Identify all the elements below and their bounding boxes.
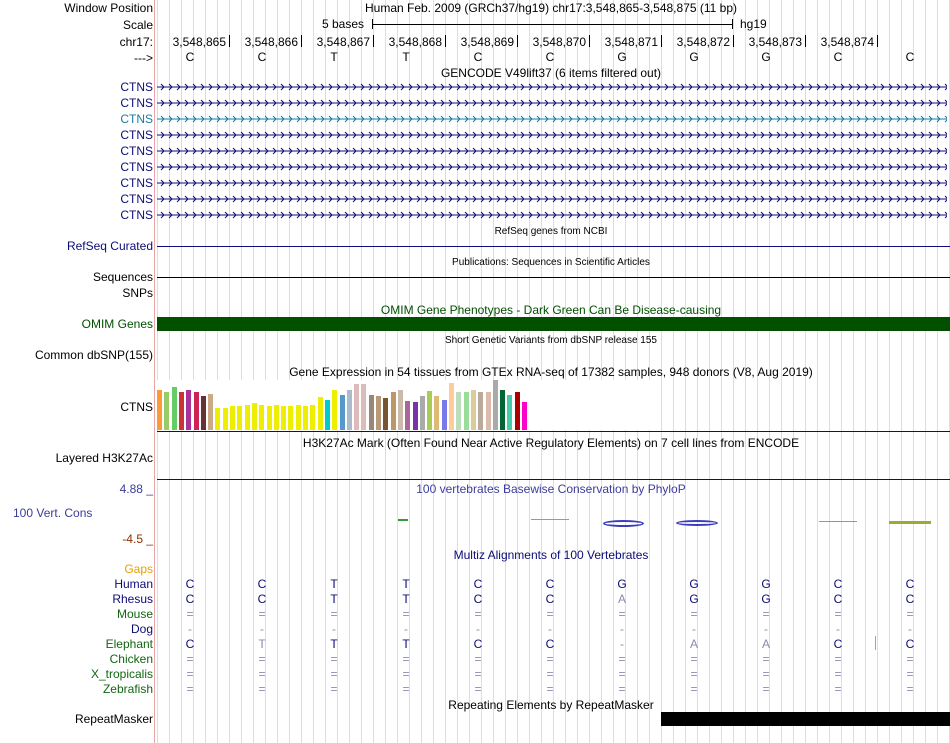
gtex-tissue-bar[interactable] (223, 408, 228, 430)
scale-bar (372, 24, 732, 25)
gridline (277, 0, 278, 743)
alignment-base: = (906, 652, 914, 666)
alignment-base: = (762, 607, 770, 621)
alignment-base: G (761, 577, 771, 591)
omim-gene-block[interactable] (157, 317, 950, 331)
window-position-label: Window Position (64, 1, 153, 15)
gencode-transcript-label[interactable]: CTNS (120, 112, 153, 126)
omim-track-label[interactable]: OMIM Genes (81, 317, 153, 331)
h3k27ac-track-title[interactable]: H3K27Ac Mark (Often Found Near Active Regulatory Elements) on 7 cell lines from ENCODE (302, 436, 800, 450)
reference-base: C (905, 50, 915, 64)
gtex-tissue-bar[interactable] (267, 406, 272, 430)
alignment-base: C (545, 637, 555, 651)
multiz-species-label[interactable]: Zebrafish (102, 682, 153, 696)
gencode-transcript-label[interactable]: CTNS (120, 160, 153, 174)
reference-base: C (545, 50, 555, 64)
gtex-baseline (157, 431, 950, 432)
alignment-base: = (690, 682, 698, 696)
alignment-base: - (620, 637, 624, 651)
gtex-tissue-bar[interactable] (405, 401, 410, 430)
alignment-base: = (906, 667, 914, 681)
gridline (901, 0, 902, 743)
gtex-tissue-bar[interactable] (383, 398, 388, 430)
chrom-label: chr17: (119, 35, 153, 49)
gencode-transcript-line[interactable] (157, 130, 947, 140)
gtex-tissue-bar[interactable] (442, 400, 447, 430)
gtex-tissue-bar[interactable] (186, 390, 191, 430)
gtex-tissue-bar[interactable] (215, 408, 220, 430)
gridline (241, 0, 242, 743)
gtex-track-label[interactable]: CTNS (120, 400, 153, 414)
ruler-coordinate: 3,548,872 (676, 35, 730, 49)
gtex-tissue-bar[interactable] (507, 395, 512, 430)
gridline (265, 0, 266, 743)
gencode-transcript-label[interactable]: CTNS (120, 176, 153, 190)
gtex-tissue-bar[interactable] (259, 405, 264, 430)
reference-base: C (473, 50, 483, 64)
alignment-base: C (185, 592, 195, 606)
gtex-bar-chart[interactable] (157, 380, 657, 430)
gridline (853, 0, 854, 743)
h3k27ac-baseline (157, 479, 950, 480)
gtex-tissue-bar[interactable] (515, 392, 520, 430)
multiz-species-label[interactable]: X_tropicalis (90, 667, 153, 681)
alignment-base: C (473, 592, 483, 606)
alignment-base: = (834, 682, 842, 696)
assembly-title: Human Feb. 2009 (GRCh37/hg19) chr17:3,548,865-3,548,875 (11 bp) (364, 1, 738, 15)
gtex-tissue-bar[interactable] (201, 396, 206, 430)
alignment-base: = (546, 682, 554, 696)
gencode-transcript-line[interactable] (157, 98, 947, 108)
gtex-tissue-bar[interactable] (449, 383, 454, 430)
ruler-tick (301, 35, 302, 47)
publications-track-title[interactable]: Publications: Sequences in Scientific Articles (452, 257, 650, 268)
gtex-tissue-bar[interactable] (179, 392, 184, 430)
h3k27ac-track-label[interactable]: Layered H3K27Ac (55, 451, 153, 465)
reference-base: T (330, 50, 338, 64)
ruler-tick (445, 35, 446, 47)
gap-marker (875, 636, 876, 650)
gridline (865, 0, 866, 743)
alignment-base: = (474, 667, 482, 681)
gtex-tissue-bar[interactable] (486, 392, 491, 430)
ruler-tick (733, 35, 734, 47)
gtex-tissue-bar[interactable] (420, 396, 425, 430)
gtex-tissue-bar[interactable] (493, 380, 498, 430)
alignment-base: - (620, 622, 624, 636)
gtex-tissue-bar[interactable] (310, 405, 315, 430)
alignment-base: T (330, 637, 338, 651)
multiz-species-label[interactable]: Dog (130, 622, 153, 636)
gridline (229, 0, 230, 743)
gencode-transcript-label[interactable]: CTNS (120, 96, 153, 110)
alignment-base: A (689, 637, 699, 651)
cons-track-label[interactable]: 100 Vert. Cons (13, 506, 93, 520)
alignment-base: = (474, 652, 482, 666)
alignment-base: = (474, 607, 482, 621)
alignment-base: C (473, 577, 483, 591)
gridline (913, 0, 914, 743)
alignment-base: - (908, 622, 912, 636)
gridline (205, 0, 206, 743)
alignment-base: - (332, 622, 336, 636)
alignment-base: = (762, 682, 770, 696)
alignment-base: T (330, 592, 338, 606)
gtex-tissue-bar[interactable] (361, 384, 366, 430)
gtex-tissue-bar[interactable] (318, 397, 323, 430)
gtex-tissue-bar[interactable] (340, 395, 345, 430)
snps-label[interactable]: SNPs (122, 286, 153, 300)
reference-base: G (617, 50, 627, 64)
alignment-base: A (617, 592, 627, 606)
alignment-base: = (186, 607, 194, 621)
gtex-tissue-bar[interactable] (332, 390, 337, 430)
ruler-tick (517, 35, 518, 47)
reference-base: T (402, 50, 410, 64)
alignment-base: C (257, 577, 267, 591)
refseq-track-title[interactable]: RefSeq genes from NCBI (494, 226, 608, 237)
gridline (169, 0, 170, 743)
gencode-transcript-line[interactable] (157, 114, 947, 124)
gtex-tissue-bar[interactable] (413, 402, 418, 430)
scale-label: Scale (122, 18, 153, 32)
reference-base: G (689, 50, 699, 64)
alignment-base: = (330, 607, 338, 621)
alignment-base: = (330, 667, 338, 681)
scale-db: hg19 (740, 17, 767, 31)
alignment-base: C (833, 592, 843, 606)
ruler-coordinate: 3,548,870 (532, 35, 586, 49)
gaps-label: Gaps (124, 562, 153, 576)
alignment-base: = (186, 667, 194, 681)
refseq-track-label[interactable]: RefSeq Curated (66, 239, 153, 253)
ruler-tick (877, 35, 878, 47)
alignment-base: C (185, 637, 195, 651)
gridline (877, 0, 878, 743)
gtex-tissue-bar[interactable] (347, 390, 352, 430)
alignment-base: = (906, 682, 914, 696)
gtex-tissue-bar[interactable] (464, 392, 469, 430)
gtex-tissue-bar[interactable] (522, 402, 527, 430)
alignment-base: - (476, 622, 480, 636)
ruler-tick (589, 35, 590, 47)
ruler-coordinate: 3,548,873 (748, 35, 802, 49)
alignment-base: = (762, 652, 770, 666)
gtex-tissue-bar[interactable] (427, 391, 432, 430)
reference-base: C (185, 50, 195, 64)
ruler-coordinate: 3,548,869 (460, 35, 514, 49)
alignment-base: = (618, 652, 626, 666)
gtex-tissue-bar[interactable] (245, 405, 250, 430)
alignment-base: = (546, 607, 554, 621)
alignment-base: - (404, 622, 408, 636)
scale-bar-right-tick (732, 19, 733, 29)
gtex-tissue-bar[interactable] (288, 406, 293, 430)
alignment-base: G (761, 592, 771, 606)
gtex-track-title[interactable]: Gene Expression in 54 tissues from GTEx RNA-seq of 17382 samples, 948 donors (V8, Aug 2019) (289, 365, 813, 379)
ruler-coordinate: 3,548,867 (316, 35, 370, 49)
gridline (889, 0, 890, 743)
cons-mark (889, 521, 931, 524)
reference-base: C (833, 50, 843, 64)
alignment-base: = (690, 607, 698, 621)
alignment-base: = (186, 682, 194, 696)
gencode-transcript-label[interactable]: CTNS (120, 208, 153, 222)
multiz-species-label[interactable]: Mouse (116, 607, 153, 621)
alignment-base: = (258, 667, 266, 681)
gtex-tissue-bar[interactable] (164, 392, 169, 430)
gridline (217, 0, 218, 743)
strand-label: ---> (134, 51, 153, 65)
gtex-tissue-bar[interactable] (354, 384, 359, 430)
alignment-base: G (689, 592, 699, 606)
dbsnp-track-title[interactable]: Short Genetic Variants from dbSNP release 155 (445, 335, 657, 346)
alignment-base: C (905, 637, 915, 651)
label-separator (154, 0, 155, 743)
alignment-base: T (402, 637, 410, 651)
cons-mark (819, 521, 857, 522)
reference-base: G (761, 50, 771, 64)
alignment-base: = (546, 652, 554, 666)
repeatmasker-track-title[interactable]: Repeating Elements by RepeatMasker (448, 698, 654, 712)
alignment-base: A (761, 637, 771, 651)
alignment-base: - (188, 622, 192, 636)
gtex-tissue-bar[interactable] (478, 392, 483, 430)
multiz-species-label[interactable]: Human (114, 577, 153, 591)
alignment-base: = (834, 667, 842, 681)
alignment-base: - (692, 622, 696, 636)
alignment-base: T (402, 592, 410, 606)
gridline (157, 0, 158, 743)
alignment-base: = (330, 682, 338, 696)
gencode-transcript-label[interactable]: CTNS (120, 192, 153, 206)
gridline (937, 0, 938, 743)
cons-mark (531, 519, 569, 520)
gtex-tissue-bar[interactable] (376, 396, 381, 430)
gtex-tissue-bar[interactable] (252, 403, 257, 430)
gtex-tissue-bar[interactable] (325, 400, 330, 430)
gtex-tissue-bar[interactable] (434, 396, 439, 430)
gridline (841, 0, 842, 743)
gtex-tissue-bar[interactable] (172, 387, 177, 430)
alignment-base: C (833, 577, 843, 591)
alignment-base: G (689, 577, 699, 591)
alignment-base: T (330, 577, 338, 591)
alignment-base: - (836, 622, 840, 636)
gtex-tissue-bar[interactable] (230, 406, 235, 430)
gridline (829, 0, 830, 743)
omim-track-title[interactable]: OMIM Gene Phenotypes - Dark Green Can Be Disease-causing (380, 303, 722, 317)
alignment-base: C (833, 637, 843, 651)
gtex-tissue-bar[interactable] (500, 390, 505, 430)
gencode-transcript-label[interactable]: CTNS (120, 80, 153, 94)
alignment-base: = (402, 652, 410, 666)
cons-min-label: -4.5 _ (122, 532, 153, 546)
gencode-transcript-line[interactable] (157, 210, 947, 220)
alignment-base: = (402, 607, 410, 621)
multiz-species-label[interactable]: Elephant (105, 637, 153, 651)
alignment-base: = (402, 682, 410, 696)
alignment-base: = (690, 652, 698, 666)
cons-track-title[interactable]: 100 vertebrates Basewise Conservation by PhyloP (416, 482, 686, 496)
publications-line[interactable] (157, 277, 950, 278)
gtex-tissue-bar[interactable] (281, 406, 286, 430)
alignment-base: = (258, 652, 266, 666)
alignment-base: = (186, 652, 194, 666)
dbsnp-track-label[interactable]: Common dbSNP(155) (34, 348, 153, 362)
ruler-coordinate: 3,548,865 (172, 35, 226, 49)
gtex-tissue-bar[interactable] (391, 392, 396, 430)
cons-mark (676, 520, 718, 526)
gridline (925, 0, 926, 743)
publications-track-label[interactable]: Sequences (92, 270, 153, 284)
alignment-base: C (473, 637, 483, 651)
alignment-base: = (618, 682, 626, 696)
gtex-tissue-bar[interactable] (303, 406, 308, 430)
gencode-transcript-line[interactable] (157, 162, 947, 172)
alignment-base: = (834, 607, 842, 621)
gencode-transcript-line[interactable] (157, 82, 947, 92)
alignment-base: - (548, 622, 552, 636)
gtex-tissue-bar[interactable] (274, 405, 279, 430)
ruler-coordinate: 3,548,874 (820, 35, 874, 49)
alignment-base: C (545, 577, 555, 591)
alignment-base: = (546, 667, 554, 681)
alignment-base: - (764, 622, 768, 636)
cons-max-label: 4.88 _ (119, 482, 153, 496)
cons-mark (603, 520, 644, 527)
ruler-tick (229, 35, 230, 47)
gtex-tissue-bar[interactable] (471, 390, 476, 430)
gtex-tissue-bar[interactable] (456, 392, 461, 430)
ruler-coordinate: 3,548,868 (388, 35, 442, 49)
gtex-tissue-bar[interactable] (157, 390, 162, 430)
alignment-base: = (474, 682, 482, 696)
alignment-base: - (260, 622, 264, 636)
alignment-base: C (185, 577, 195, 591)
gtex-tissue-bar[interactable] (296, 405, 301, 430)
alignment-base: = (258, 607, 266, 621)
gtex-tissue-bar[interactable] (237, 406, 242, 430)
repeatmasker-block[interactable] (661, 712, 950, 726)
alignment-base: T (402, 577, 410, 591)
gtex-tissue-bar[interactable] (208, 394, 213, 430)
multiz-species-label[interactable]: Chicken (109, 652, 153, 666)
gencode-transcript-line[interactable] (157, 178, 947, 188)
cons-mark (398, 519, 408, 521)
scale-bar-left-tick (372, 19, 373, 29)
gridline (253, 0, 254, 743)
ruler-tick (661, 35, 662, 47)
gencode-transcript-label[interactable]: CTNS (120, 128, 153, 142)
gtex-tissue-bar[interactable] (398, 390, 403, 430)
alignment-base: = (762, 667, 770, 681)
gtex-tissue-bar[interactable] (194, 392, 199, 430)
gridline (817, 0, 818, 743)
alignment-base: T (258, 637, 266, 651)
scale-text: 5 bases (322, 17, 365, 31)
alignment-base: C (905, 577, 915, 591)
alignment-base: = (906, 607, 914, 621)
gridline (181, 0, 182, 743)
gencode-transcript-line[interactable] (157, 146, 947, 156)
ruler-tick (805, 35, 806, 47)
gencode-transcript-label[interactable]: CTNS (120, 144, 153, 158)
repeatmasker-track-label[interactable]: RepeatMasker (74, 712, 153, 726)
alignment-base: = (618, 607, 626, 621)
gridline (193, 0, 194, 743)
alignment-base: = (402, 667, 410, 681)
gtex-tissue-bar[interactable] (369, 395, 374, 430)
refseq-gene-line[interactable] (157, 246, 950, 247)
gencode-transcript-line[interactable] (157, 194, 947, 204)
ruler-coordinate: 3,548,866 (244, 35, 298, 49)
alignment-base: = (258, 682, 266, 696)
ruler-coordinate: 3,548,871 (604, 35, 658, 49)
alignment-base: = (330, 652, 338, 666)
reference-base: C (257, 50, 267, 64)
gencode-track-title[interactable]: GENCODE V49lift37 (6 items filtered out) (440, 66, 662, 80)
multiz-species-label[interactable]: Rhesus (112, 592, 153, 606)
alignment-base: = (618, 667, 626, 681)
alignment-base: = (834, 652, 842, 666)
alignment-base: C (905, 592, 915, 606)
alignment-base: C (545, 592, 555, 606)
multiz-track-title[interactable]: Multiz Alignments of 100 Vertebrates (453, 548, 649, 562)
alignment-base: G (617, 577, 627, 591)
ruler-tick (373, 35, 374, 47)
alignment-base: C (257, 592, 267, 606)
alignment-base: = (690, 667, 698, 681)
